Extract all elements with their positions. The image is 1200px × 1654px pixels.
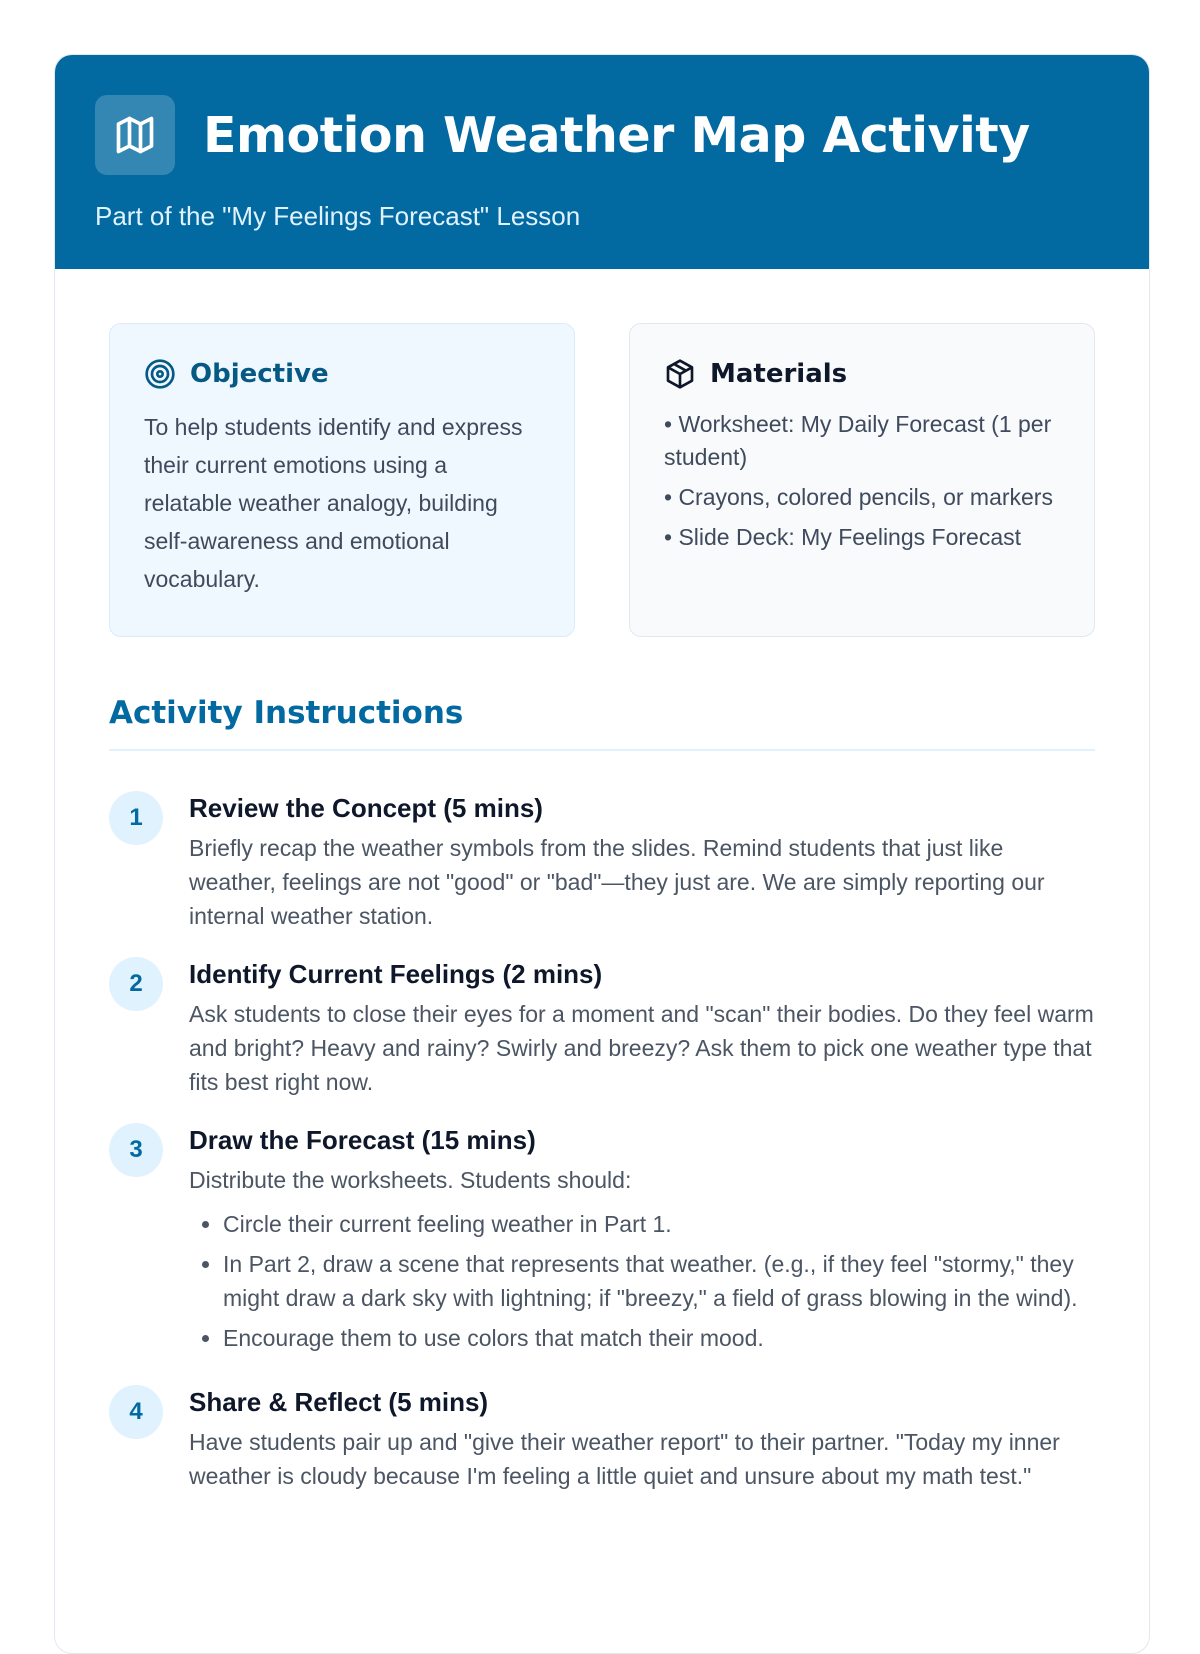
steps-list xyxy=(109,789,1095,1493)
objective-text: To help students identify and express their current emotions using a relatable weather analogy, building self-awareness and emotional vocabulary. xyxy=(144,414,523,592)
step-text: Briefly recap the weather symbols from the slides. Remind students that just like weather, feelings are not "good" or "bad"—they just are. We are simply reporting our internal weather station. xyxy=(189,835,1045,929)
objective-header xyxy=(144,358,540,390)
step-title: Share & Reflect (5 mins) xyxy=(189,1387,489,1417)
title-row xyxy=(95,95,1109,175)
step-body xyxy=(189,789,1095,933)
header-banner xyxy=(55,55,1149,269)
step-bullet: • Circle their current feeling weather in Part 1. xyxy=(223,1207,1095,1241)
step-item xyxy=(109,955,1095,1099)
step-title: Draw the Forecast (15 mins) xyxy=(189,1125,536,1155)
target-icon xyxy=(144,358,176,390)
step-item xyxy=(109,1383,1095,1493)
step-body xyxy=(189,1383,1095,1493)
instructions-heading: Activity Instructions xyxy=(109,695,1095,751)
objective-box xyxy=(109,323,575,637)
step-title: Identify Current Feelings (2 mins) xyxy=(189,959,603,989)
step-item xyxy=(109,789,1095,933)
step-number-badge: 4 xyxy=(109,1385,163,1439)
step-text: Distribute the worksheets. Students should: xyxy=(189,1167,632,1193)
materials-title: Materials xyxy=(710,359,848,389)
content xyxy=(55,269,1149,1493)
materials-item: • Crayons, colored pencils, or markers xyxy=(664,484,1053,510)
activity-card xyxy=(54,54,1150,1654)
objective-title: Objective xyxy=(190,359,329,389)
step-text: Ask students to close their eyes for a moment and "scan" their bodies. Do they feel warm and bright? Heavy and rainy? Swirly and breezy? Ask them to pick one weather type that fits best right now. xyxy=(189,1001,1094,1095)
package-icon xyxy=(664,358,696,390)
page-subtitle: Part of the "My Feelings Forecast" Lesson xyxy=(95,201,581,231)
step-bullet: • Encourage them to use colors that match their mood. xyxy=(223,1321,1095,1355)
info-row xyxy=(109,323,1095,637)
step-number-badge: 3 xyxy=(109,1123,163,1177)
materials-header xyxy=(664,358,1060,390)
materials-item: • Slide Deck: My Feelings Forecast xyxy=(664,524,1022,550)
step-item xyxy=(109,1121,1095,1361)
step-body xyxy=(189,1121,1095,1361)
step-text: Have students pair up and "give their weather report" to their partner. "Today my inner weather is cloudy because I'm feeling a little quiet and unsure about my math test." xyxy=(189,1429,1060,1489)
step-bullet-list xyxy=(189,1207,1095,1355)
page-title: Emotion Weather Map Activity xyxy=(203,106,1030,164)
materials-item: • Worksheet: My Daily Forecast (1 per student) xyxy=(664,411,1052,470)
step-number-badge: 2 xyxy=(109,957,163,1011)
map-icon xyxy=(95,95,175,175)
step-body xyxy=(189,955,1095,1099)
step-number-badge: 1 xyxy=(109,791,163,845)
materials-box xyxy=(629,323,1095,637)
step-title: Review the Concept (5 mins) xyxy=(189,793,543,823)
step-bullet: • In Part 2, draw a scene that represents that weather. (e.g., if they feel "stormy," they might draw a dark sky with lightning; if "breezy," a field of grass blowing in the wind). xyxy=(223,1247,1095,1315)
